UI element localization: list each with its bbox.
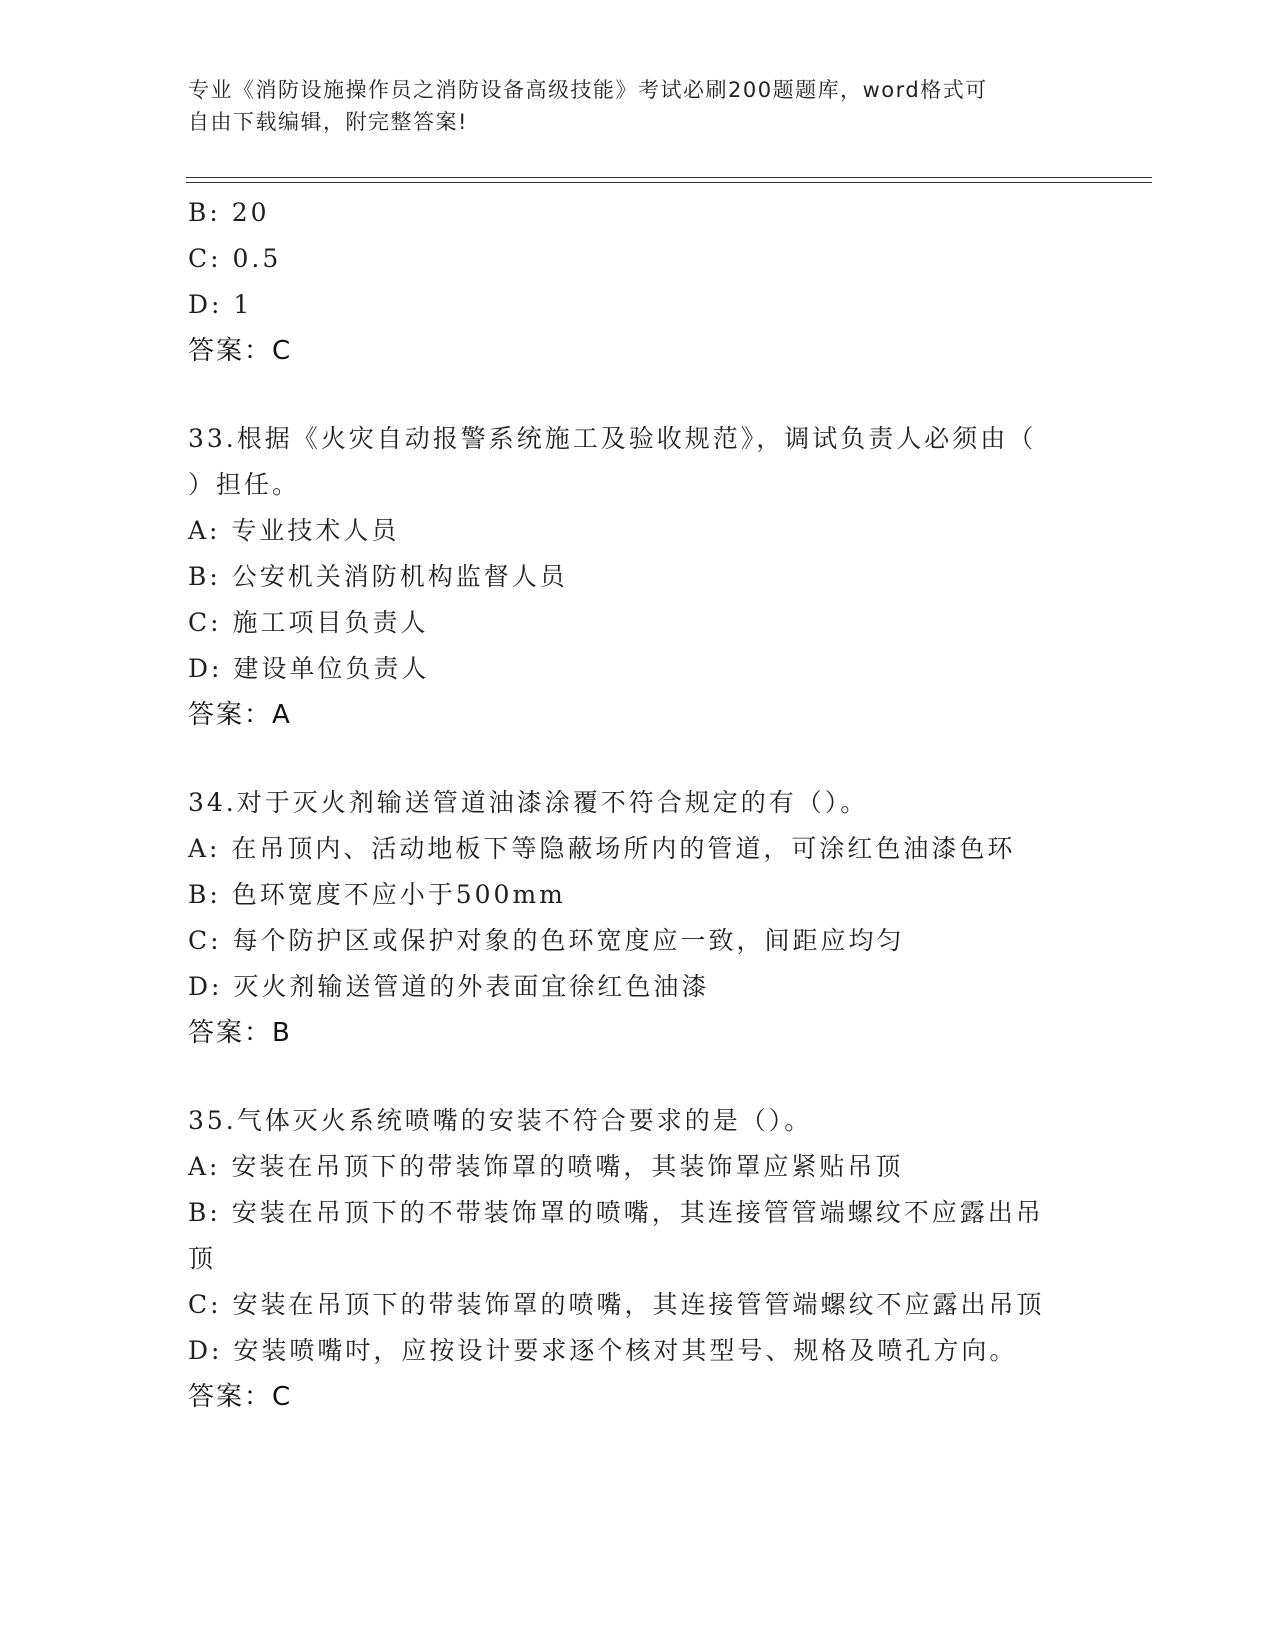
option-b: B: 公安机关消防机构监督人员 [188,562,568,591]
page-header [188,74,1068,138]
option-d: D: 安装喷嘴吋，应按设计要求逐个核对其型号、规格及喷孔方向。 [188,1336,1018,1365]
option-c: C: 施工项目负责人 [188,608,429,637]
question-34 [188,780,1088,1056]
header-divider-bottom [186,182,1152,183]
question-32-continuation [188,190,1088,374]
question-stem: 35.气体灭火系统喷嘴的安装不符合要求的是（）。 [188,1106,813,1135]
header-title-line-1: 专业《消防设施操作员之消防设备高级技能》考试必刷200题题库，word格式可 [188,78,988,102]
option-d: D: 灭火剂输送管道的外表面宜徐红色油漆 [188,972,710,1001]
option-b: B: 色环宽度不应小于500mm [188,880,566,909]
spacer [188,374,1088,416]
question-35 [188,1098,1088,1420]
answer-line: 答案：B [188,1018,292,1048]
header-title-line-2: 自由下载编辑，附完整答案! [188,110,468,134]
question-33 [188,416,1088,738]
option-b: B: 20 [188,198,270,227]
spacer [188,1056,1088,1098]
option-c: C: 安装在吊顶下的带装饰罩的喷嘴，其连接管管端螺纹不应露出吊顶 [188,1290,1045,1319]
option-d: D: 1 [188,290,253,319]
header-divider-top [186,177,1152,178]
option-d: D: 建设单位负责人 [188,654,430,683]
answer-line: 答案：C [188,336,293,366]
spacer [188,738,1088,780]
question-stem-continued: ）担任。 [188,470,301,499]
question-content [188,190,1088,1420]
option-c: C: 0.5 [188,244,282,273]
answer-line: 答案：A [188,700,292,730]
option-b: B: 安装在吊顶下的不带装饰罩的喷嘴，其连接管管端螺纹不应露出吊 顶 [188,1198,1044,1273]
option-a: A: 专业技术人员 [188,516,400,545]
answer-line: 答案：C [188,1382,293,1412]
option-a: A: 安装在吊顶下的带装饰罩的喷嘴，其装饰罩应紧贴吊顶 [188,1152,904,1181]
option-c: C: 每个防护区或保护对象的色环宽度应一致，间距应均匀 [188,926,905,955]
question-stem: 33.根据《火灾自动报警系统施工及验收规范》，调试负责人必须由（ [188,424,1037,453]
question-stem: 34.对于灭火剂输送管道油漆涂覆不符合规定的有（）。 [188,788,869,817]
option-a: A: 在吊顶内、活动地板下等隐蔽场所内的管道，可涂红色油漆色环 [188,834,1016,863]
